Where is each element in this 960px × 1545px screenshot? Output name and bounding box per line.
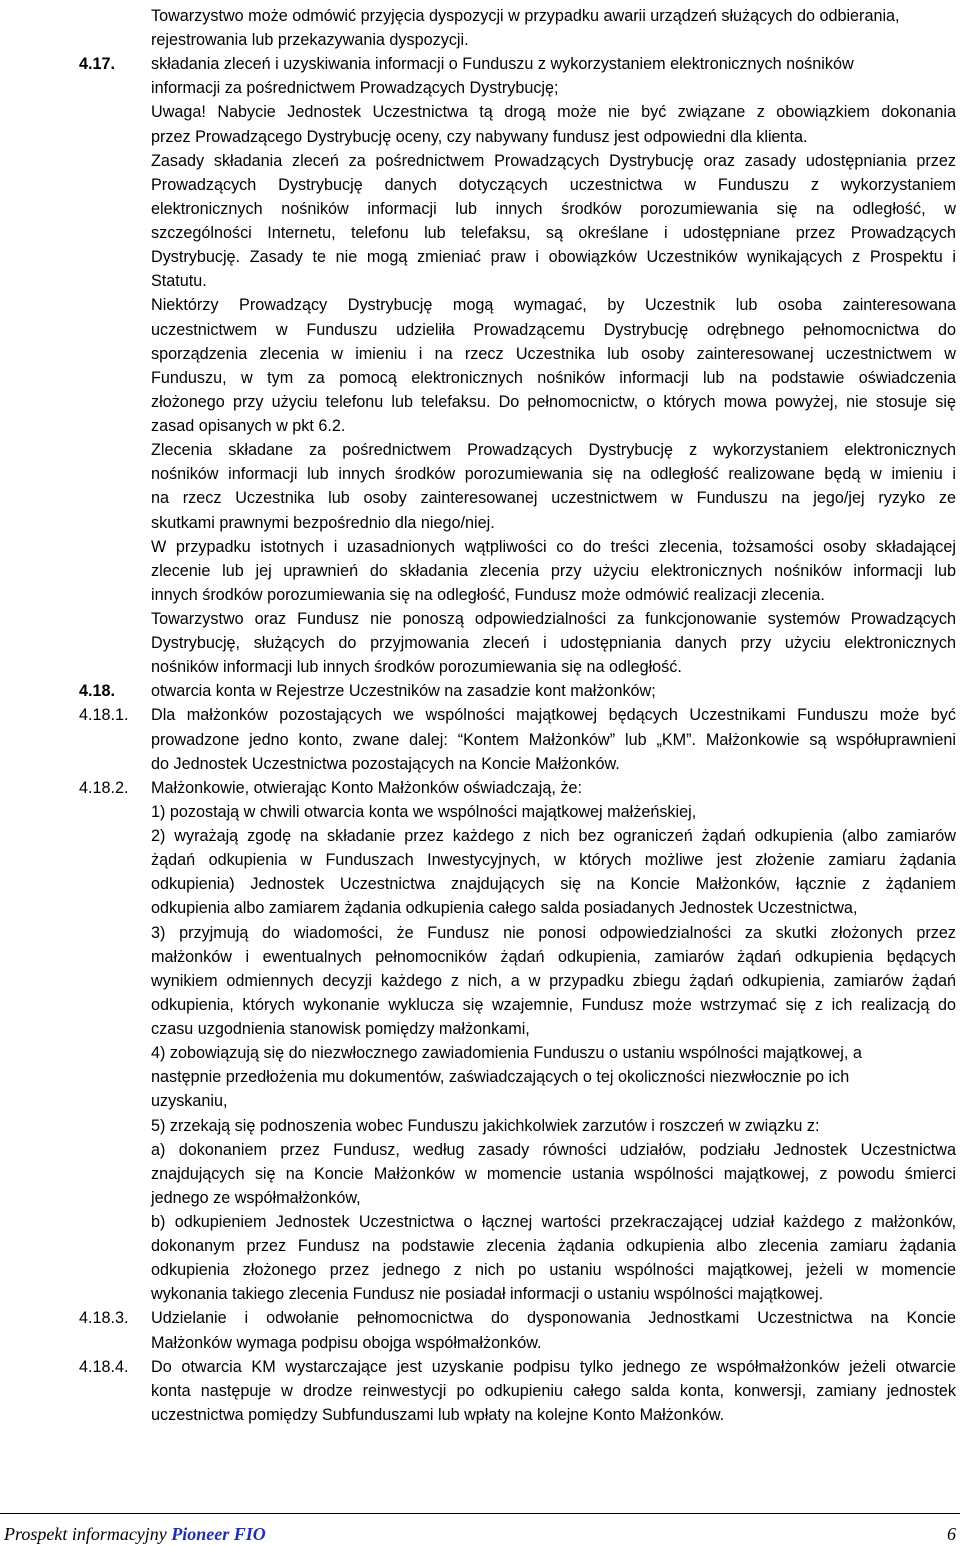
text-line: szczególności Internetu, telefonu lub telefaksu, są określane i udostępniane przez Prowadzących [151,224,956,243]
text-line: 4) zobowiązują się do niezwłocznego zawiadomienia Funduszu o ustaniu wspólności majątkowej, a [151,1044,862,1063]
text-line: 2) wyrażają zgodę na składanie przez każdego z nich bez ograniczeń żądań odkupienia (albo zamiarów [151,827,956,846]
text-line: Funduszu, w tym za pomocą elektronicznych nośników informacji lub na podstawie oświadczenia [151,368,956,387]
text-line: rejestrowania lub przekazywania dyspozycji. [151,31,469,50]
text-line: jednego ze współmałżonków, [151,1188,361,1207]
section-number: 4.17. [79,55,116,74]
text-line: innych środków porozumiewania się na odległość, Fundusz może odmówić realizacji zlecenia. [151,585,825,604]
text-line: konta następuje w drodze reinwestycji po odkupieniu całego salda konta, konwersji, zamiany jednostek [151,1381,956,1400]
text-line: Zlecenia składane za pośrednictwem Prowadzących Dystrybucję z wykorzystaniem elektronicznych [151,441,956,460]
text-line: 5) zrzekają się podnoszenia wobec Funduszu jakichkolwiek zarzutów i roszczeń w związku z: [151,1116,820,1135]
text-line: do Jednostek Uczestnictwa pozostających na Koncie Małżonków. [151,754,620,773]
text-line: uzyskaniu, [151,1092,228,1111]
text-line: Udzielanie i odwołanie pełnomocnictwa do dysponowania Jednostkami Uczestnictwa na Koncie [151,1309,956,1328]
text-line: odkupienia albo zamiarem żądania odkupienia całego salda posiadanych Jednostek Uczestnictwa, [151,899,858,918]
text-line: 3) przyjmują do wiadomości, że Fundusz nie ponosi odpowiedzialności za skutki złożonych przez [151,923,956,942]
text-line: żądań odkupienia w Funduszach Inwestycyjnych, w których możliwe jest złożenie zamiaru żądania [151,851,956,870]
text-line: wynikiem odmiennych decyzji każdego z nich, a w przypadku zbiegu żądań odkupienia, zamiarów żądań [151,971,956,990]
text-line: 1) pozostają w chwili otwarcia konta we wspólności majątkowej małżeńskiej, [151,802,697,821]
text-line: składania zleceń i uzyskiwania informacji o Funduszu z wykorzystaniem elektronicznych nośników [151,55,854,74]
text-line: nośników informacji lub innych środków porozumiewania się na odległość realizowane będą w imieniu i [151,465,956,484]
text-line: wykonania takiego zlecenia Fundusz nie posiadał informacji o ustaniu wspólności majątkowej. [151,1285,824,1304]
text-line: a) dokonaniem przez Fundusz, według zasady równości udziałów, podziału Jednostek Uczestnictwa [151,1140,956,1159]
text-line: Małżonkowie, otwierając Konto Małżonków oświadczają, że: [151,778,582,797]
text-line: Statutu. [151,272,207,291]
text-line: b) odkupieniem Jednostek Uczestnictwa o łącznej wartości przekraczającej udział każdego z małżonków, [151,1213,956,1231]
text-line: informacji za pośrednictwem Prowadzących Dystrybucję; [151,79,559,98]
section-number: 4.18.2. [79,778,129,797]
text-line: zlecenie lub jej uprawnień do składania zlecenia przy użyciu elektronicznych nośników informacji lub [151,561,956,580]
page-number: 6 [947,1524,956,1544]
text-line: czasu uzgodnienia stanowisk pomiędzy małżonkami, [151,1020,530,1039]
section-number: 4.18.3. [79,1309,129,1328]
text-line: Prowadzących Dystrybucję danych dotyczących uczestnictwa w Funduszu z wykorzystaniem [151,175,956,194]
text-line: Towarzystwo oraz Fundusz nie ponoszą odpowiedzialności za funkcjonowanie systemów Prowadzących [151,610,956,628]
footer-prefix: Prospekt informacyjny [4,1524,172,1544]
text-line: otwarcia konta w Rejestrze Uczestników na zasadzie kont małżonków; [151,682,656,701]
text-line: W przypadku istotnych i uzasadnionych wątpliwości co do treści zlecenia, tożsamości osoby składającej [151,537,956,556]
text-line: Towarzystwo może odmówić przyjęcia dyspozycji w przypadku awarii urządzeń służących do odbierania, [151,7,900,25]
text-line: małżonków i ewentualnych pełnomocników żądań odkupienia, zamiarów żądań odkupienia będących [151,947,956,966]
footer-divider [0,1513,960,1514]
text-line: znajdujących się na Koncie Małżonków w momencie ustania wspólności majątkowej, z powodu śmierci [151,1164,956,1183]
text-line: odkupienia złożonego przez jednego z nich po ustaniu wspólności majątkowej, jeżeli w momencie [151,1261,956,1280]
text-line: Dystrybucję. Zasady te nie mogą zmieniać praw i obowiązków Uczestników wynikających z Prospektu i [151,248,956,267]
text-line: Małżonków wymaga podpisu obojga współmałżonków. [151,1333,542,1352]
text-line: uczestnictwa pomiędzy Subfunduszami lub wpłaty na kolejne Konto Małżonków. [151,1405,725,1424]
section-number: 4.18.1. [79,706,129,725]
text-line: Do otwarcia KM wystarczające jest uzyskanie podpisu tylko jednego ze współmałżonków jeżeli otwarcie [151,1357,956,1376]
footer-title [4,1523,266,1545]
text-line: zasad opisanych w pkt 6.2. [151,417,346,436]
text-line: Uwaga! Nabycie Jednostek Uczestnictwa tą drogą może nie być związane z obowiązkiem dokonania [151,103,956,122]
text-line: prowadzone jedno konto, zwane dalej: “Kontem Małżonków” lub „KM”. Małżonkowie są współuprawnieni [151,730,956,749]
text-line: uczestnictwem w Funduszu udzieliła Prowadzącemu Dystrybucję odrębnego pełnomocnictwa do [151,320,956,339]
text-line: skutkami prawnymi bezpośrednio dla niego/niej. [151,513,495,532]
text-line: odkupienia) Jednostek Uczestnictwa znajdujących się na Koncie Małżonków, łącznie z żądaniem [151,875,956,894]
text-line: przez Prowadzącego Dystrybucję oceny, czy nabywany fundusz jest odpowiedni dla klienta. [151,127,808,146]
text-line: następnie przedłożenia mu dokumentów, zaświadczających o tej okoliczności niezwłocznie po ich [151,1068,850,1087]
section-number: 4.18.4. [79,1357,129,1376]
text-line: nośników informacji lub innych środków porozumiewania się na odległość. [151,658,682,677]
text-line: złożonego przy użyciu telefonu lub telefaksu. Do pełnomocnictw, o których mowa powyżej, nie stosuje się [151,392,956,411]
text-line: odkupienia, których wykonanie wyklucza się wzajemnie, Fundusz może wstrzymać się z ich realizacją do [151,995,956,1014]
footer-brand: Pioneer FIO [171,1524,266,1544]
text-line: na rzecz Uczestnika lub osoby zainteresowanej uczestnictwem w Funduszu na jego/jej ryzyko ze [151,489,956,508]
section-number: 4.18. [79,682,116,701]
text-line: dokonanym przez Fundusz na podstawie zlecenia żądania odkupienia albo zlecenia zamiaru żądania [151,1237,956,1256]
text-line: Dla małżonków pozostających we wspólności majątkowej będących Uczestnikami Funduszu może być [151,706,956,725]
text-line: Dystrybucję, służących do przyjmowania zleceń i udostępniania danych przy użyciu elektronicznych [151,634,956,653]
text-line: elektronicznych nośników informacji lub innych środków porozumiewania się na odległość, w [151,199,956,218]
text-line: sporządzenia zlecenia w imieniu i na rzecz Uczestnika lub osoby zainteresowanej uczestnictwem w [151,344,956,363]
text-line: Zasady składania zleceń za pośrednictwem Prowadzących Dystrybucję oraz zasady udostępniania przez [151,151,956,170]
text-line: Niektórzy Prowadzący Dystrybucję mogą wymagać, by Uczestnik lub osoba zainteresowana [151,296,956,315]
